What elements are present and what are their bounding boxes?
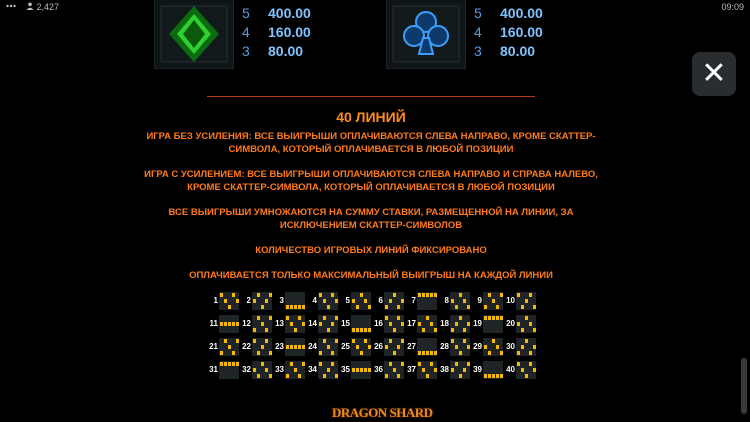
payline-pattern-icon xyxy=(483,361,503,379)
payline-number: 14 xyxy=(308,319,317,328)
payline-cell xyxy=(404,360,437,382)
payline-pattern-icon xyxy=(450,315,470,333)
payline-pattern-icon xyxy=(285,338,305,356)
payline-number: 33 xyxy=(275,365,284,374)
payline-cell xyxy=(404,314,437,336)
payline-cell xyxy=(503,291,536,313)
payline-pattern-icon xyxy=(417,338,437,356)
payline-number: 22 xyxy=(242,342,251,351)
pay-line: 3 80.00 xyxy=(474,43,536,59)
payline-number: 3 xyxy=(279,296,284,305)
payline-cell xyxy=(404,291,437,313)
status-left xyxy=(6,2,59,12)
payline-number: 16 xyxy=(374,319,383,328)
payline-number: 12 xyxy=(242,319,251,328)
payline-cell xyxy=(239,360,272,382)
payline-cell xyxy=(239,337,272,359)
payline-cell xyxy=(503,314,536,336)
payline-pattern-icon xyxy=(219,338,239,356)
payline-number: 35 xyxy=(341,365,350,374)
payline-pattern-icon xyxy=(351,338,371,356)
rule-text-fixed-lines: КОЛИЧЕСТВО ИГРОВЫХ ЛИНИЙ ФИКСИРОВАНО xyxy=(255,245,487,256)
payline-number: 17 xyxy=(407,319,416,328)
payline-number: 20 xyxy=(506,319,515,328)
payline-cell xyxy=(206,291,239,313)
payline-cell xyxy=(371,314,404,336)
user-count xyxy=(26,2,59,12)
payline-pattern-icon xyxy=(516,292,536,310)
pay-line: 4 160.00 xyxy=(242,24,311,40)
payline-number: 13 xyxy=(275,319,284,328)
payline-cell xyxy=(239,291,272,313)
pay-values xyxy=(474,5,543,62)
payline-cell xyxy=(503,360,536,382)
payline-cell xyxy=(206,337,239,359)
payline-number: 21 xyxy=(209,342,218,351)
payline-cell xyxy=(470,360,503,382)
payline-pattern-icon xyxy=(417,292,437,310)
payline-cell xyxy=(305,360,338,382)
dragon-shard-logo: DRAGON SHARD xyxy=(332,405,433,420)
payline-cell xyxy=(437,360,470,382)
payline-pattern-icon xyxy=(384,315,404,333)
payline-pattern-icon xyxy=(252,338,272,356)
payline-cell xyxy=(272,314,305,336)
payline-pattern-icon xyxy=(450,338,470,356)
pay-values xyxy=(242,5,311,62)
payline-pattern-icon xyxy=(384,338,404,356)
payline-cell xyxy=(437,314,470,336)
rule-text-base-game: ИГРА БЕЗ УСИЛЕНИЯ: ВСЕ ВЫИГРЫШИ ОПЛАЧИВАЮТСЯ СЛЕВА НАПРАВО, КРОМЕ СКАТТЕР-СИМВОЛА, КОТОРЫЙ ОПЛАЧИВАЕТСЯ В ЛЮБОЙ ПОЗИЦИИ xyxy=(146,131,596,155)
status-bar xyxy=(0,0,750,14)
payline-number: 28 xyxy=(440,342,449,351)
payline-pattern-icon xyxy=(252,315,272,333)
payline-pattern-icon xyxy=(384,292,404,310)
payline-pattern-icon xyxy=(516,361,536,379)
payline-cell xyxy=(404,337,437,359)
payline-pattern-icon xyxy=(285,292,305,310)
payline-pattern-icon xyxy=(219,361,239,379)
payline-number: 5 xyxy=(345,296,350,305)
payline-number: 2 xyxy=(246,296,251,305)
payline-pattern-icon xyxy=(351,361,371,379)
payline-pattern-icon xyxy=(483,338,503,356)
payline-pattern-icon xyxy=(351,292,371,310)
payline-cell xyxy=(206,360,239,382)
payline-pattern-icon xyxy=(219,292,239,310)
payline-pattern-icon xyxy=(285,361,305,379)
payline-pattern-icon xyxy=(483,315,503,333)
payline-cell xyxy=(206,314,239,336)
payline-pattern-icon xyxy=(318,315,338,333)
payline-cell xyxy=(338,291,371,313)
payline-number: 39 xyxy=(473,365,482,374)
payline-cell xyxy=(239,314,272,336)
green-diamond-icon xyxy=(155,0,233,68)
payline-pattern-icon xyxy=(351,315,371,333)
payline-pattern-icon xyxy=(285,315,305,333)
payline-number: 23 xyxy=(275,342,284,351)
payline-number: 38 xyxy=(440,365,449,374)
payline-number: 11 xyxy=(209,319,218,328)
payline-cell xyxy=(272,337,305,359)
payline-pattern-icon xyxy=(318,292,338,310)
user-count-text: 2,427 xyxy=(36,2,60,12)
payline-number: 36 xyxy=(374,365,383,374)
pay-line: 4 160.00 xyxy=(474,24,543,40)
payline-pattern-icon xyxy=(252,361,272,379)
payline-pattern-icon xyxy=(318,361,338,379)
payline-cell xyxy=(305,337,338,359)
payline-number: 30 xyxy=(506,342,515,351)
payline-number: 26 xyxy=(374,342,383,351)
payline-cell xyxy=(338,337,371,359)
payline-cell xyxy=(338,360,371,382)
payline-cell xyxy=(305,291,338,313)
payline-number: 29 xyxy=(473,342,482,351)
symbol-tile xyxy=(386,0,466,69)
payline-number: 7 xyxy=(411,296,416,305)
pay-line: 5 400.00 xyxy=(242,5,311,21)
payline-number: 32 xyxy=(242,365,251,374)
payline-number: 24 xyxy=(308,342,317,351)
payline-number: 8 xyxy=(444,296,449,305)
pay-line: 5 400.00 xyxy=(474,5,543,21)
payline-pattern-icon xyxy=(450,292,470,310)
payline-pattern-icon xyxy=(483,292,503,310)
scrollbar[interactable] xyxy=(741,358,747,414)
payline-pattern-icon xyxy=(219,315,239,333)
payline-cell xyxy=(470,314,503,336)
payline-number: 10 xyxy=(506,296,515,305)
payline-pattern-icon xyxy=(417,315,437,333)
payline-cell xyxy=(503,337,536,359)
payline-pattern-icon xyxy=(252,292,272,310)
payline-number: 31 xyxy=(209,365,218,374)
payline-pattern-icon xyxy=(450,361,470,379)
payline-number: 15 xyxy=(341,319,350,328)
payline-cell xyxy=(371,337,404,359)
menu-dots-icon[interactable] xyxy=(6,2,16,12)
payline-number: 34 xyxy=(308,365,317,374)
payline-number: 6 xyxy=(378,296,383,305)
close-button[interactable]: ✕ xyxy=(692,52,736,96)
blue-club-icon xyxy=(387,0,465,68)
payline-number: 1 xyxy=(213,296,218,305)
payline-number: 25 xyxy=(341,342,350,351)
payline-cell xyxy=(338,314,371,336)
user-icon xyxy=(26,2,34,10)
clock: 09:09 xyxy=(721,2,744,12)
payline-number: 27 xyxy=(407,342,416,351)
payline-cell xyxy=(272,291,305,313)
payline-cell xyxy=(305,314,338,336)
section-divider xyxy=(207,96,535,97)
payline-number: 40 xyxy=(506,365,515,374)
payline-cell xyxy=(371,291,404,313)
symbol-tile xyxy=(154,0,234,69)
payline-number: 4 xyxy=(312,296,317,305)
rule-text-max-win: ОПЛАЧИВАЕТСЯ ТОЛЬКО МАКСИМАЛЬНЫЙ ВЫИГРЫШ НА КАЖДОЙ ЛИНИИ xyxy=(189,270,553,281)
payline-pattern-icon xyxy=(417,361,437,379)
payline-cell xyxy=(437,337,470,359)
payline-cell xyxy=(470,291,503,313)
payline-cell xyxy=(371,360,404,382)
payline-pattern-icon xyxy=(516,315,536,333)
payline-number: 9 xyxy=(477,296,482,305)
payline-pattern-icon xyxy=(318,338,338,356)
section-title: 40 ЛИНИЙ xyxy=(336,109,406,125)
payline-number: 37 xyxy=(407,365,416,374)
paylines-grid xyxy=(206,291,536,381)
payline-number: 19 xyxy=(473,319,482,328)
rule-text-boost-game: ИГРА С УСИЛЕНИЕМ: ВСЕ ВЫИГРЫШИ ОПЛАЧИВАЮТСЯ СЛЕВА НАПРАВО И СПРАВА НАЛЕВО, КРОМЕ СКАТТЕР-СИМВОЛА, КОТОРЫЙ ОПЛАЧИВАЕТСЯ В ЛЮБОЙ ПОЗИЦИИ xyxy=(144,169,598,193)
payline-number: 18 xyxy=(440,319,449,328)
pay-line: 3 80.00 xyxy=(242,43,304,59)
payline-pattern-icon xyxy=(384,361,404,379)
rule-text-multiplier: ВСЕ ВЫИГРЫШИ УМНОЖАЮТСЯ НА СУММУ СТАВКИ, РАЗМЕЩЕННОЙ НА ЛИНИИ, ЗА ИСКЛЮЧЕНИЕМ СКАТТЕР-СИМВОЛОВ xyxy=(168,207,574,231)
payline-cell xyxy=(437,291,470,313)
payline-cell xyxy=(272,360,305,382)
payline-pattern-icon xyxy=(516,338,536,356)
payline-cell xyxy=(470,337,503,359)
